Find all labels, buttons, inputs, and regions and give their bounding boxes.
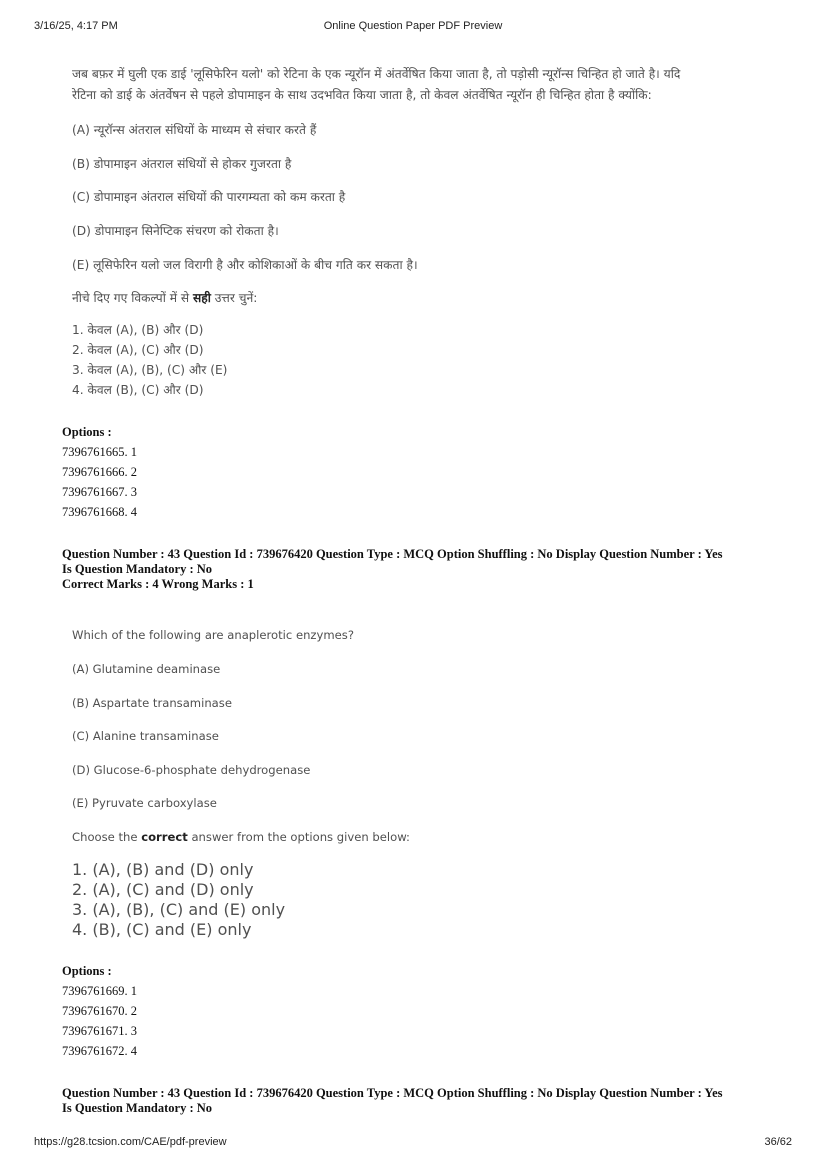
question-1-instruction xyxy=(72,288,257,309)
statement-e: (E) लूसिफेरिन यलो जल विरागी है और कोशिकाओं के बीच गति कर सकता है। xyxy=(72,258,418,272)
question-3-meta-line-1: Question Number : 43 Question Id : 739676420 Question Type : MCQ Option Shuffling : No Display Question Number : Yes xyxy=(62,1086,723,1100)
question-2-meta-line-1: Question Number : 43 Question Id : 739676420 Question Type : MCQ Option Shuffling : No Display Question Number : Yes xyxy=(62,547,723,561)
print-header xyxy=(0,20,826,36)
question-2-stem: Which of the following are anaplerotic enzymes? xyxy=(72,628,355,642)
print-footer xyxy=(0,1136,826,1152)
statement-c: (C) Alanine transaminase xyxy=(72,729,219,743)
question-1-option-4: 7396761668. 4 xyxy=(62,505,137,519)
question-2-marks: Correct Marks : 4 Wrong Marks : 1 xyxy=(62,577,254,591)
statement-d: (D) डोपामाइन सिनेप्टिक संचरण को रोकता है। xyxy=(72,224,279,238)
statement-a: (A) Glutamine deaminase xyxy=(72,662,221,676)
statement-b: (B) Aspartate transaminase xyxy=(72,696,232,710)
question-1-option-2: 7396761666. 2 xyxy=(62,465,137,479)
instruction-emphasis: correct xyxy=(141,830,188,844)
question-2-meta xyxy=(62,547,782,592)
statement-e: (E) Pyruvate carboxylase xyxy=(72,796,217,810)
choice-4: 4. केवल (B), (C) और (D) xyxy=(72,383,204,397)
choice-2: 2. (A), (C) and (D) only xyxy=(72,880,254,899)
question-2-instruction xyxy=(72,830,410,844)
choice-2: 2. केवल (A), (C) और (D) xyxy=(72,343,204,357)
question-1-choices xyxy=(72,320,227,400)
choice-1: 1. (A), (B) and (D) only xyxy=(72,860,254,879)
instruction-text-end: उत्तर चुनें: xyxy=(210,291,258,305)
question-1-option-1: 7396761665. 1 xyxy=(62,445,137,459)
statement-a: (A) न्यूरॉन्स अंतराल संधियों के माध्यम से संचार करते हैं xyxy=(72,123,317,137)
instruction-text-end: answer from the options given below: xyxy=(187,830,410,844)
question-1-stem-line-1: जब बफ़र में घुली एक डाई 'लूसिफेरिन यलो' को रेटिना के एक न्यूरॉन में अंतर्वेषित किया जाता है, तो पड़ोसी न्यूरॉन्स चिन्हित हो जाते है। यदि xyxy=(72,67,681,81)
question-1-option-3: 7396761667. 3 xyxy=(62,485,137,499)
question-2-option-3: 7396761671. 3 xyxy=(62,1024,137,1038)
choice-3: 3. (A), (B), (C) and (E) only xyxy=(72,900,286,919)
question-2-option-2: 7396761670. 2 xyxy=(62,1004,137,1018)
statement-b: (B) डोपामाइन अंतराल संधियों से होकर गुजरता है xyxy=(72,157,292,171)
print-url: https://g28.tcsion.com/CAE/pdf-preview xyxy=(34,1136,227,1148)
instruction-emphasis: सही xyxy=(193,291,211,305)
question-2-options-title: Options : xyxy=(62,964,112,978)
question-2-option-1: 7396761669. 1 xyxy=(62,984,137,998)
print-title: Online Question Paper PDF Preview xyxy=(323,20,503,32)
question-3-meta-line-2: Is Question Mandatory : No xyxy=(62,1101,213,1115)
choice-3: 3. केवल (A), (B), (C) और (E) xyxy=(72,363,228,377)
page-number: 36/62 xyxy=(764,1136,792,1148)
question-1-stem-line-2: रेटिना को डाई के अंतर्वेषन से पहले डोपामाइन के साथ उदभवित किया जाता है, तो केवल अंतर्वेषित न्यूरॉन ही चिन्हित होता है क्योंकि: xyxy=(72,88,652,102)
instruction-text: नीचे दिए गए विकल्पों में से xyxy=(72,291,193,305)
question-3-meta xyxy=(62,1086,782,1116)
statement-c: (C) डोपामाइन अंतराल संधियों की पारगम्यता को कम करता है xyxy=(72,190,346,204)
question-2-choices xyxy=(72,860,285,940)
question-2-meta-line-2: Is Question Mandatory : No xyxy=(62,562,213,576)
choice-4: 4. (B), (C) and (E) only xyxy=(72,920,252,939)
question-1-options-title: Options : xyxy=(62,425,112,439)
instruction-text: Choose the xyxy=(72,830,142,844)
choice-1: 1. केवल (A), (B) और (D) xyxy=(72,323,204,337)
statement-d: (D) Glucose-6-phosphate dehydrogenase xyxy=(72,763,311,777)
print-datetime: 3/16/25, 4:17 PM xyxy=(34,20,118,32)
question-2-option-4: 7396761672. 4 xyxy=(62,1044,137,1058)
